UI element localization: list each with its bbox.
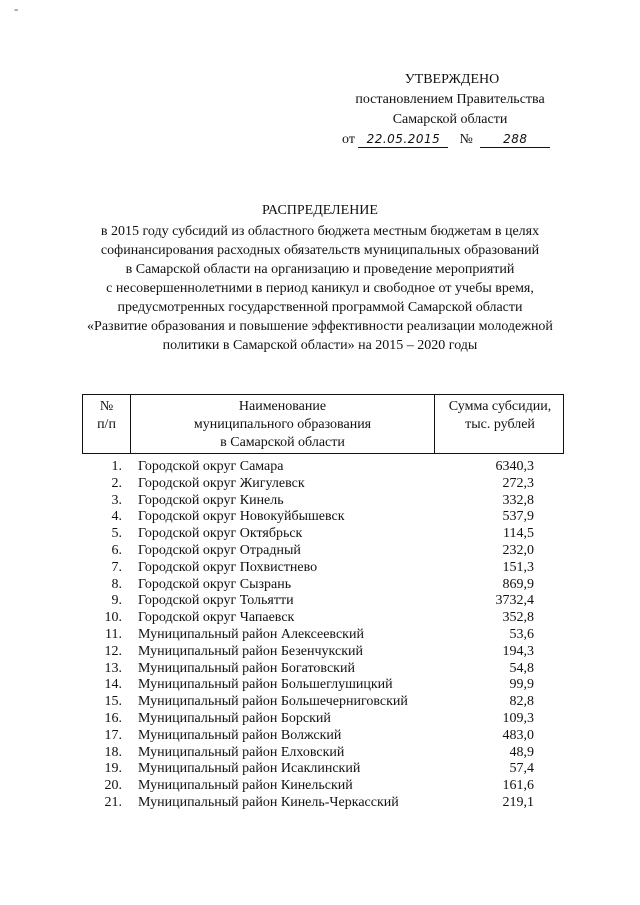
row-name: Городской округ Новокуйбышевск <box>138 509 345 525</box>
table-row <box>82 476 564 493</box>
row-sum: 272,3 <box>502 475 534 491</box>
row-name: Городской округ Октябрьск <box>138 526 303 542</box>
handwritten-date: 22.05.2015 <box>358 132 448 148</box>
row-number: 7. <box>111 559 122 575</box>
row-name: Муниципальный район Богатовский <box>138 660 355 676</box>
approval-line-1: постановлением Правительства <box>355 92 545 107</box>
header-number <box>83 395 131 453</box>
title-line: с несовершеннолетними в период каникул и свободное от учебы время, <box>106 281 534 296</box>
row-sum: 6340,3 <box>495 459 534 474</box>
row-sum: 483,0 <box>502 727 534 743</box>
row-name: Муниципальный район Безенчукский <box>138 643 364 659</box>
row-name: Городской округ Отрадный <box>138 542 301 558</box>
row-name: Муниципальный район Исаклинский <box>138 761 361 777</box>
row-name: Муниципальный район Борский <box>138 710 331 726</box>
row-sum: 161,6 <box>502 778 534 794</box>
table-row <box>82 761 564 778</box>
row-name: Городской округ Самара <box>138 459 284 474</box>
approval-block <box>330 70 570 150</box>
page-mark: - <box>14 1 19 16</box>
row-sum: 114,5 <box>503 526 534 542</box>
table-row <box>82 493 564 510</box>
handwritten-number: 288 <box>480 132 550 148</box>
row-number: 18. <box>104 744 122 760</box>
row-number: 15. <box>104 694 122 710</box>
row-name: Муниципальный район Кинель-Черкасский <box>138 794 399 810</box>
row-number: 20. <box>104 778 122 794</box>
row-number: 8. <box>111 576 122 592</box>
row-name: Городской округ Жигулевск <box>138 475 305 491</box>
table-row <box>82 661 564 678</box>
row-number: 13. <box>104 660 122 676</box>
header-sum <box>435 395 565 453</box>
row-number: 12. <box>104 643 122 659</box>
title-line: политики в Самарской области» на 2015 – 2020 годы <box>162 338 478 353</box>
table-row <box>82 543 564 560</box>
table-row <box>82 795 564 812</box>
row-sum: 537,9 <box>502 509 534 525</box>
approval-line-2: Самарской области <box>392 112 508 127</box>
row-sum: 219,1 <box>502 794 534 810</box>
row-sum: 3732,4 <box>495 593 534 609</box>
row-number: 5. <box>111 526 122 542</box>
row-sum: 151,3 <box>502 559 534 575</box>
table-row <box>82 728 564 745</box>
row-number: 10. <box>104 610 122 626</box>
title-line: в Самарской области на организацию и проведение мероприятий <box>125 262 515 277</box>
row-number: 11. <box>105 626 122 642</box>
table-row <box>82 560 564 577</box>
row-sum: 57,4 <box>509 761 534 777</box>
title-line: софинансирования расходных обязательств муниципальных образований <box>100 243 540 258</box>
header-name-line: муниципального образования <box>193 417 372 432</box>
row-name: Муниципальный район Елховский <box>138 744 345 760</box>
date-prefix: от <box>342 132 355 147</box>
header-sum-line: тыс. рублей <box>465 417 535 432</box>
row-sum: 82,8 <box>509 694 534 710</box>
row-number: 4. <box>111 509 122 525</box>
row-sum: 48,9 <box>509 744 534 760</box>
title-line: «Развитие образования и повышение эффективности реализации молодежной <box>87 319 553 334</box>
row-name: Городской округ Сызрань <box>138 576 292 592</box>
row-name: Муниципальный район Волжский <box>138 727 342 743</box>
row-number: 9. <box>111 593 122 609</box>
row-sum: 53,6 <box>509 626 534 642</box>
row-number: 17. <box>104 727 122 743</box>
table-row <box>82 694 564 711</box>
row-sum: 194,3 <box>502 643 534 659</box>
header-name-line: Наименование <box>238 399 327 414</box>
row-name: Городской округ Кинель <box>138 492 284 508</box>
row-name: Городской округ Чапаевск <box>138 610 295 626</box>
table-row <box>82 526 564 543</box>
row-number: 6. <box>111 542 122 558</box>
row-number: 1. <box>111 459 122 474</box>
header-name <box>131 395 435 453</box>
row-name: Муниципальный район Большеглушицкий <box>138 677 393 693</box>
row-name: Городской округ Похвистнево <box>138 559 318 575</box>
table-row <box>82 593 564 610</box>
header-number-line: п/п <box>97 417 116 432</box>
row-number: 21. <box>104 794 122 810</box>
row-sum: 232,0 <box>502 542 534 558</box>
table-header <box>82 394 564 454</box>
title-heading: РАСПРЕДЕЛЕНИЕ <box>262 203 378 218</box>
table-row <box>82 745 564 762</box>
table-row <box>82 677 564 694</box>
row-name: Муниципальный район Алексеевский <box>138 626 364 642</box>
row-sum: 332,8 <box>502 492 534 508</box>
title-line: предусмотренных государственной программой Самарской области <box>117 300 523 315</box>
row-sum: 54,8 <box>509 660 534 676</box>
table-row <box>82 610 564 627</box>
table-row <box>82 459 564 476</box>
row-sum: 352,8 <box>502 610 534 626</box>
number-prefix: № <box>459 132 473 147</box>
row-number: 3. <box>111 492 122 508</box>
header-sum-line: Сумма субсидии, <box>448 399 552 414</box>
row-name: Городской округ Тольятти <box>138 593 294 609</box>
title-line: в 2015 году субсидий из областного бюджета местным бюджетам в целях <box>100 224 540 239</box>
table-body <box>82 459 564 812</box>
table-row <box>82 644 564 661</box>
row-sum: 869,9 <box>502 576 534 592</box>
row-name: Муниципальный район Кинельский <box>138 778 353 794</box>
table-row <box>82 778 564 795</box>
table-row <box>82 711 564 728</box>
table-row <box>82 509 564 526</box>
subsidy-table <box>82 394 564 812</box>
approval-heading: УТВЕРЖДЕНО <box>404 72 500 87</box>
row-name: Муниципальный район Большечерниговский <box>138 694 408 710</box>
header-name-line: в Самарской области <box>220 435 345 450</box>
document-title <box>60 201 580 355</box>
row-number: 16. <box>104 710 122 726</box>
table-row <box>82 627 564 644</box>
header-number-line: № <box>99 399 114 414</box>
row-number: 2. <box>111 475 122 491</box>
row-sum: 109,3 <box>502 710 534 726</box>
approval-date-line <box>330 130 570 150</box>
row-number: 19. <box>104 761 122 777</box>
row-number: 14. <box>104 677 122 693</box>
table-row <box>82 577 564 594</box>
row-sum: 99,9 <box>509 677 534 693</box>
